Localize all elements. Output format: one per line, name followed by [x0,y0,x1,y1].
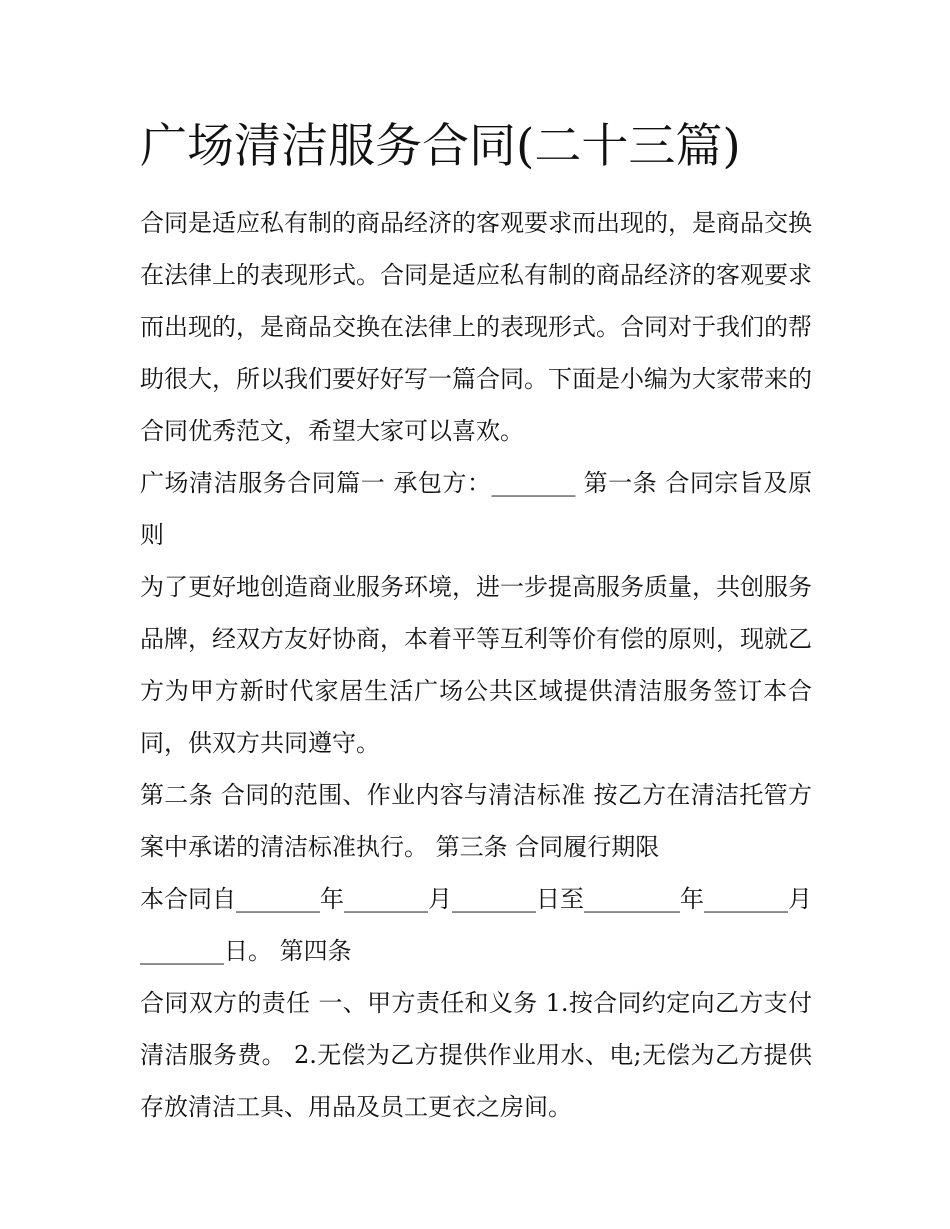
paragraph-scope: 第二条 合同的范围、作业内容与清洁标准 按乙方在清洁托管方案中承诺的清洁标准执行。 第三条 合同履行期限 [140,781,812,861]
paragraph-purpose: 为了更好地创造商业服务环境，进一步提高服务质量，共创服务品牌，经双方友好协商，本着平等互利等价有偿的原则，现就乙方为甲方新时代家居生活广场公共区域提供清洁服务签订本合同，供双方共同遵守。 [140,573,812,757]
paragraph-contract-header: 广场清洁服务合同篇一 承包方：_______ 第一条 合同宗旨及原则 [140,469,812,549]
paragraph-responsibilities: 合同双方的责任 一、甲方责任和义务 1.按合同约定向乙方支付清洁服务费。 2.无偿为乙方提供作业用水、电;无偿为乙方提供存放清洁工具、用品及员工更衣之房间。 [140,989,812,1121]
paragraph-term: 本合同自_______年_______月_______日至________年_______月_______日。 第四条 [140,885,812,965]
document-body [140,197,812,1133]
paragraph-intro: 合同是适应私有制的商品经济的客观要求而出现的，是商品交换在法律上的表现形式。合同是适应私有制的商品经济的客观要求而出现的，是商品交换在法律上的表现形式。合同对于我们的帮助很大，所以我们要好好写一篇合同。下面是小编为大家带来的合同优秀范文，希望大家可以喜欢。 [140,209,812,445]
document-title: 广场清洁服务合同(二十三篇) [140,119,741,174]
